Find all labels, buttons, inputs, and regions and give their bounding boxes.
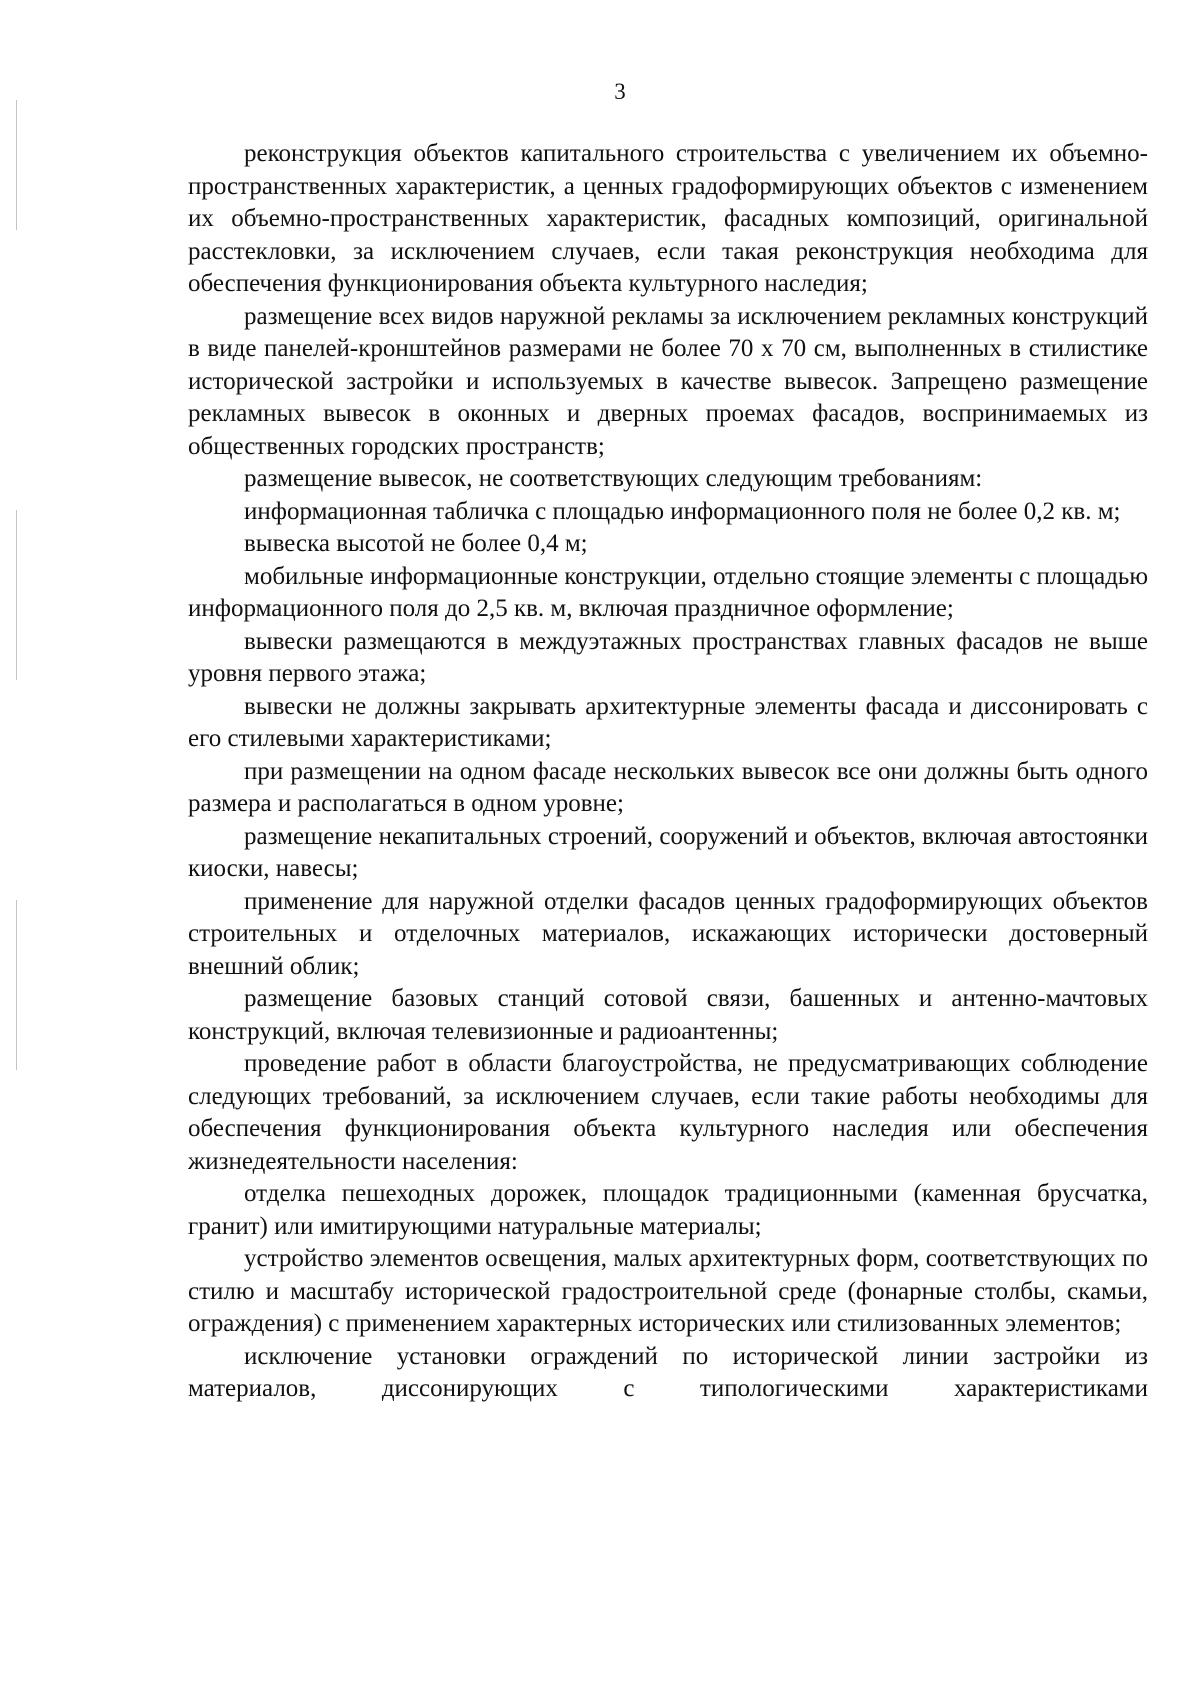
paragraph: размещение вывесок, не соответствующих следующим требованиям: bbox=[244, 465, 983, 492]
paragraph: исключение установки ограждений по исторической линии застройки из материалов, диссонирующих с типологическими характеристиками bbox=[188, 1342, 1148, 1402]
scan-edge-mark bbox=[16, 900, 17, 1070]
paragraph: реконструкция объектов капитального строительства с увеличением их объемно-пространственных характеристик, а ценных градоформирующих объектов с изменением их объемно-пространственных характеристик, фасадных композиций, оригинальной расстекловки, за исключением случаев, если такая реконструкция необходима для обеспечения функционирования объекта культурного наследия; bbox=[188, 140, 1148, 297]
page-number: 3 bbox=[614, 79, 626, 104]
paragraph: размещение базовых станций сотовой связи, башенных и антенно-мачтовых конструкций, включая телевизионные и радиоантенны; bbox=[188, 985, 1148, 1045]
scan-edge-mark bbox=[16, 510, 17, 680]
paragraph: при размещении на одном фасаде нескольких вывесок все они должны быть одного размера и располагаться в одном уровне; bbox=[188, 757, 1148, 817]
paragraph: устройство элементов освещения, малых архитектурных форм, соответствующих по стилю и масштабу исторической градостроительной среде (фонарные столбы, скамьи, ограждения) с применением характерных исторических или стилизованных элементов; bbox=[188, 1245, 1148, 1337]
paragraph: размещение некапитальных строений, сооружений и объектов, включая автостоянки киоски, навесы; bbox=[188, 822, 1148, 882]
paragraph: размещение всех видов наружной рекламы за исключением рекламных конструкций в виде панелей-кронштейнов размерами не более 70 х 70 см, выполненных в стилистике исторической застройки и используемых в качестве вывесок. Запрещено размещение рекламных вывесок в оконных и дверных проемах фасадов, воспринимаемых из общественных городских пространств; bbox=[188, 302, 1148, 460]
scan-edge-mark bbox=[16, 100, 17, 230]
paragraph: применение для наружной отделки фасадов ценных градоформирующих объектов строительных и отделочных материалов, искажающих исторически достоверный внешний облик; bbox=[188, 887, 1148, 980]
paragraph: отделка пешеходных дорожек, площадок традиционными (каменная брусчатка, гранит) или имитирующими натуральные материалы; bbox=[188, 1180, 1148, 1240]
document-body bbox=[188, 138, 1148, 1406]
paragraph: вывеска высотой не более 0,4 м; bbox=[244, 530, 588, 557]
paragraph: мобильные информационные конструкции, отдельно стоящие элементы с площадью информационного поля до 2,5 кв. м, включая праздничное оформление; bbox=[188, 562, 1148, 622]
paragraph: проведение работ в области благоустройства, не предусматривающих соблюдение следующих требований, за исключением случаев, если такие работы необходимы для обеспечения функционирования объекта культурного наследия или обеспечения жизнедеятельности населения: bbox=[188, 1050, 1148, 1175]
paragraph: информационная табличка с площадью информационного поля не более 0,2 кв. м; bbox=[244, 497, 1121, 525]
paragraph: вывески размещаются в междуэтажных пространствах главных фасадов не выше уровня первого этажа; bbox=[188, 627, 1148, 687]
paragraph: вывески не должны закрывать архитектурные элементы фасада и диссонировать с его стилевыми характеристиками; bbox=[188, 692, 1148, 752]
